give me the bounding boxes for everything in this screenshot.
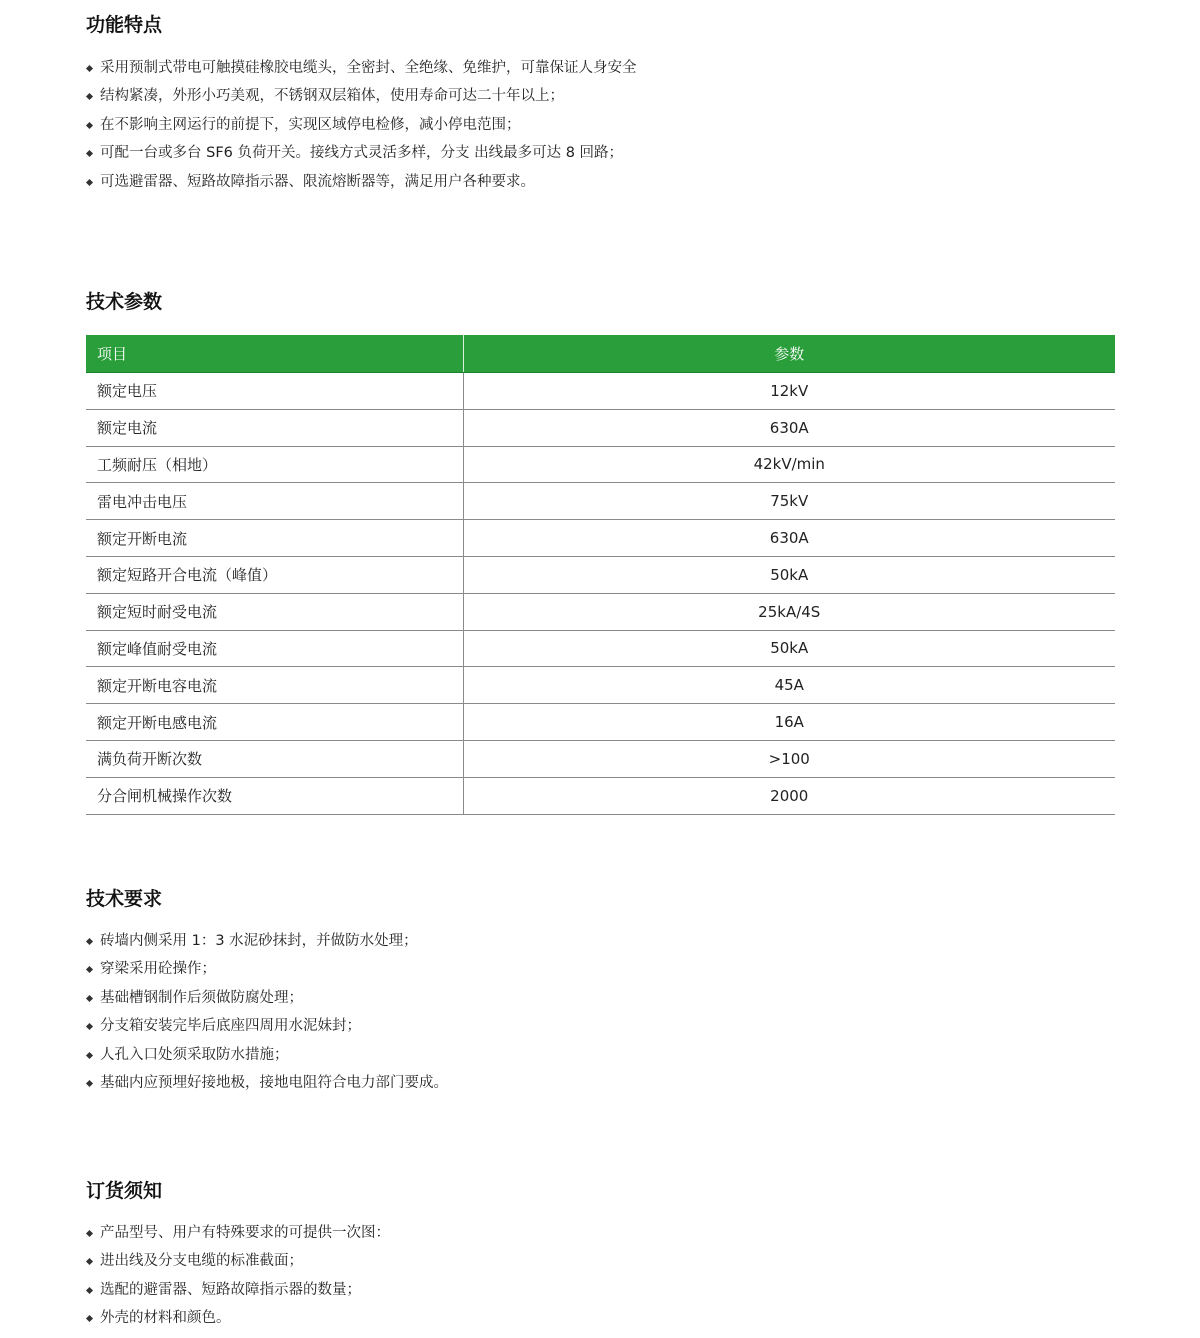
param-name: 额定开断电流: [86, 520, 463, 557]
requirement-item: 分支箱安装完毕后底座四周用水泥妹封；: [86, 1012, 448, 1040]
table-row: [86, 556, 1115, 593]
feature-item: 可选避雷器、短路故障指示器、限流熔断器等，满足用户各种要求。: [86, 168, 637, 196]
param-name: 额定开断电容电流: [86, 667, 463, 704]
params-header-row: [86, 335, 1115, 373]
table-row: [86, 520, 1115, 557]
feature-item: 结构紧凑，外形小巧美观，不锈钢双层箱体，使用寿命可达二十年以上；: [86, 82, 637, 110]
param-value: 630A: [463, 520, 1115, 557]
features-title: 功能特点: [86, 14, 163, 36]
ordering-title: 订货须知: [86, 1180, 163, 1202]
param-name: 工频耐压（相地）: [86, 446, 463, 483]
param-name: 额定短时耐受电流: [86, 593, 463, 630]
requirement-item: 砖墙内侧采用 1：3 水泥砂抹封，并做防水处理；: [86, 927, 448, 955]
header-value: 参数: [463, 335, 1115, 373]
requirement-item: 穿梁采用砼操作；: [86, 955, 448, 983]
param-value: 16A: [463, 704, 1115, 741]
table-row: [86, 667, 1115, 704]
param-value: 75kV: [463, 483, 1115, 520]
feature-item: 采用预制式带电可触摸硅橡胶电缆头，全密封、全绝缘、免维护，可靠保证人身安全: [86, 54, 637, 82]
param-value: 50kA: [463, 556, 1115, 593]
table-row: [86, 704, 1115, 741]
param-value: 12kV: [463, 373, 1115, 410]
params-section: [86, 289, 1115, 815]
ordering-section: [86, 1178, 390, 1333]
param-name: 额定短路开合电流（峰值）: [86, 556, 463, 593]
requirement-item: 基础槽钢制作后须做防腐处理；: [86, 984, 448, 1012]
param-name: 满负荷开断次数: [86, 740, 463, 777]
param-name: 额定电压: [86, 373, 463, 410]
table-row: [86, 777, 1115, 814]
param-name: 额定开断电感电流: [86, 704, 463, 741]
ordering-item: 外壳的材料和颜色。: [86, 1304, 390, 1332]
header-item: 项目: [86, 335, 463, 373]
requirements-section: [86, 886, 448, 1097]
param-name: 额定电流: [86, 409, 463, 446]
params-table: [86, 335, 1115, 815]
param-value: >100: [463, 740, 1115, 777]
ordering-item: 产品型号、用户有特殊要求的可提供一次图：: [86, 1219, 390, 1247]
param-value: 45A: [463, 667, 1115, 704]
param-value: 42kV/min: [463, 446, 1115, 483]
features-section: [86, 12, 637, 196]
param-value: 2000: [463, 777, 1115, 814]
ordering-item: 进出线及分支电缆的标准截面；: [86, 1247, 390, 1275]
table-row: [86, 740, 1115, 777]
param-name: 雷电冲击电压: [86, 483, 463, 520]
feature-item: 在不影响主网运行的前提下，实现区域停电检修，减小停电范围；: [86, 111, 637, 139]
requirement-item: 基础内应预埋好接地极，接地电阻符合电力部门要成。: [86, 1069, 448, 1097]
requirements-list: [86, 927, 448, 1097]
requirement-item: 人孔入口处须采取防水措施；: [86, 1041, 448, 1069]
ordering-list: [86, 1219, 390, 1333]
table-row: [86, 446, 1115, 483]
requirements-title: 技术要求: [86, 888, 163, 910]
param-name: 额定峰值耐受电流: [86, 630, 463, 667]
features-list: [86, 54, 637, 196]
param-value: 50kA: [463, 630, 1115, 667]
param-value: 25kA/4S: [463, 593, 1115, 630]
param-name: 分合闸机械操作次数: [86, 777, 463, 814]
table-row: [86, 593, 1115, 630]
feature-item: 可配一台或多台 SF6 负荷开关。接线方式灵活多样，分支 出线最多可达 8 回路；: [86, 139, 637, 167]
param-value: 630A: [463, 409, 1115, 446]
table-row: [86, 409, 1115, 446]
table-row: [86, 630, 1115, 667]
table-row: [86, 483, 1115, 520]
ordering-item: 选配的避雷器、短路故障指示器的数量；: [86, 1276, 390, 1304]
table-row: [86, 373, 1115, 410]
params-title: 技术参数: [86, 291, 163, 313]
